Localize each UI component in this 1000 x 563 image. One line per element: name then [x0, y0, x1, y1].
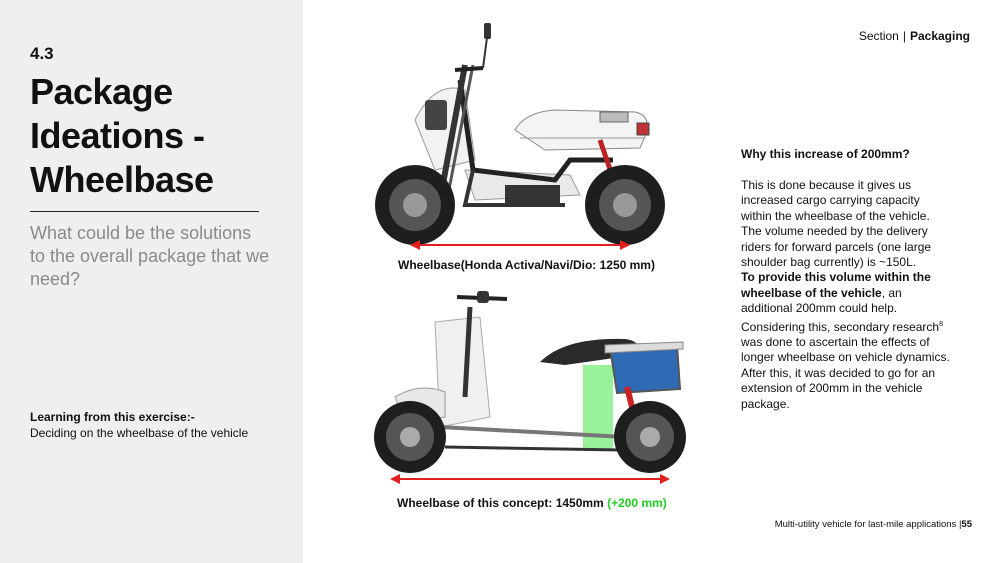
page-title-line-2: Ideations -: [30, 115, 205, 156]
explanation-heading: Why this increase of 200mm?: [741, 147, 910, 161]
page-title: [30, 70, 214, 202]
footer-text: Multi-utility vehicle for last-mile applications: [774, 519, 957, 530]
reference-scooter-illustration: [355, 20, 685, 255]
section-prefix: Section: [858, 29, 899, 43]
title-divider: [30, 211, 259, 212]
explanation-paragraph-2: [741, 270, 951, 365]
sidebar: [0, 0, 303, 563]
explanation-body: [741, 178, 951, 412]
explanation-paragraph-1: This is done because it gives us increased cargo carrying capacity within the wheelbase of the vehicle. The volume needed by the delivery riders for forward parcels (one large shoulder bag currently) is ~150L.: [741, 178, 932, 270]
concept-wheelbase-caption: [397, 496, 667, 510]
explanation-paragraph-3: After this, it was decided to go for an extension of 200mm in the vehicle package.: [741, 365, 936, 411]
wheelbase-increase: (+200 mm): [607, 496, 667, 510]
section-name: Packaging: [909, 29, 970, 43]
page-title-line-3: Wheelbase: [30, 159, 214, 200]
explanation-p2-text: , an additional 200mm could help. Considering this, secondary research: [741, 285, 940, 334]
section-label: [859, 29, 970, 43]
section-number: 4.3: [30, 44, 54, 63]
learning-text: Deciding on the wheelbase of the vehicle: [30, 426, 249, 440]
page-number: 55: [961, 519, 972, 530]
explanation-p2-end: was done to ascertain the effects of longer wheelbase on vehicle dynamics.: [741, 335, 950, 365]
footer: [775, 519, 972, 530]
explanation-emphasis: To provide this volume within the wheelbase of the vehicle: [741, 270, 931, 300]
reference-superscript: 8: [939, 320, 944, 328]
concept-scooter-illustration: [365, 287, 695, 487]
section-separator: |: [902, 29, 906, 43]
footer-separator: |: [958, 519, 962, 530]
concept-wheelbase-value: Wheelbase of this concept: 1450mm: [397, 496, 604, 510]
learning-heading: Learning from this exercise:-: [30, 410, 195, 424]
page-title-line-1: Package: [30, 71, 173, 112]
reference-wheelbase-caption: Wheelbase(Honda Activa/Navi/Dio: 1250 mm): [398, 258, 655, 272]
page-subtitle: What could be the solutions to the overall package that we need?: [30, 223, 270, 289]
